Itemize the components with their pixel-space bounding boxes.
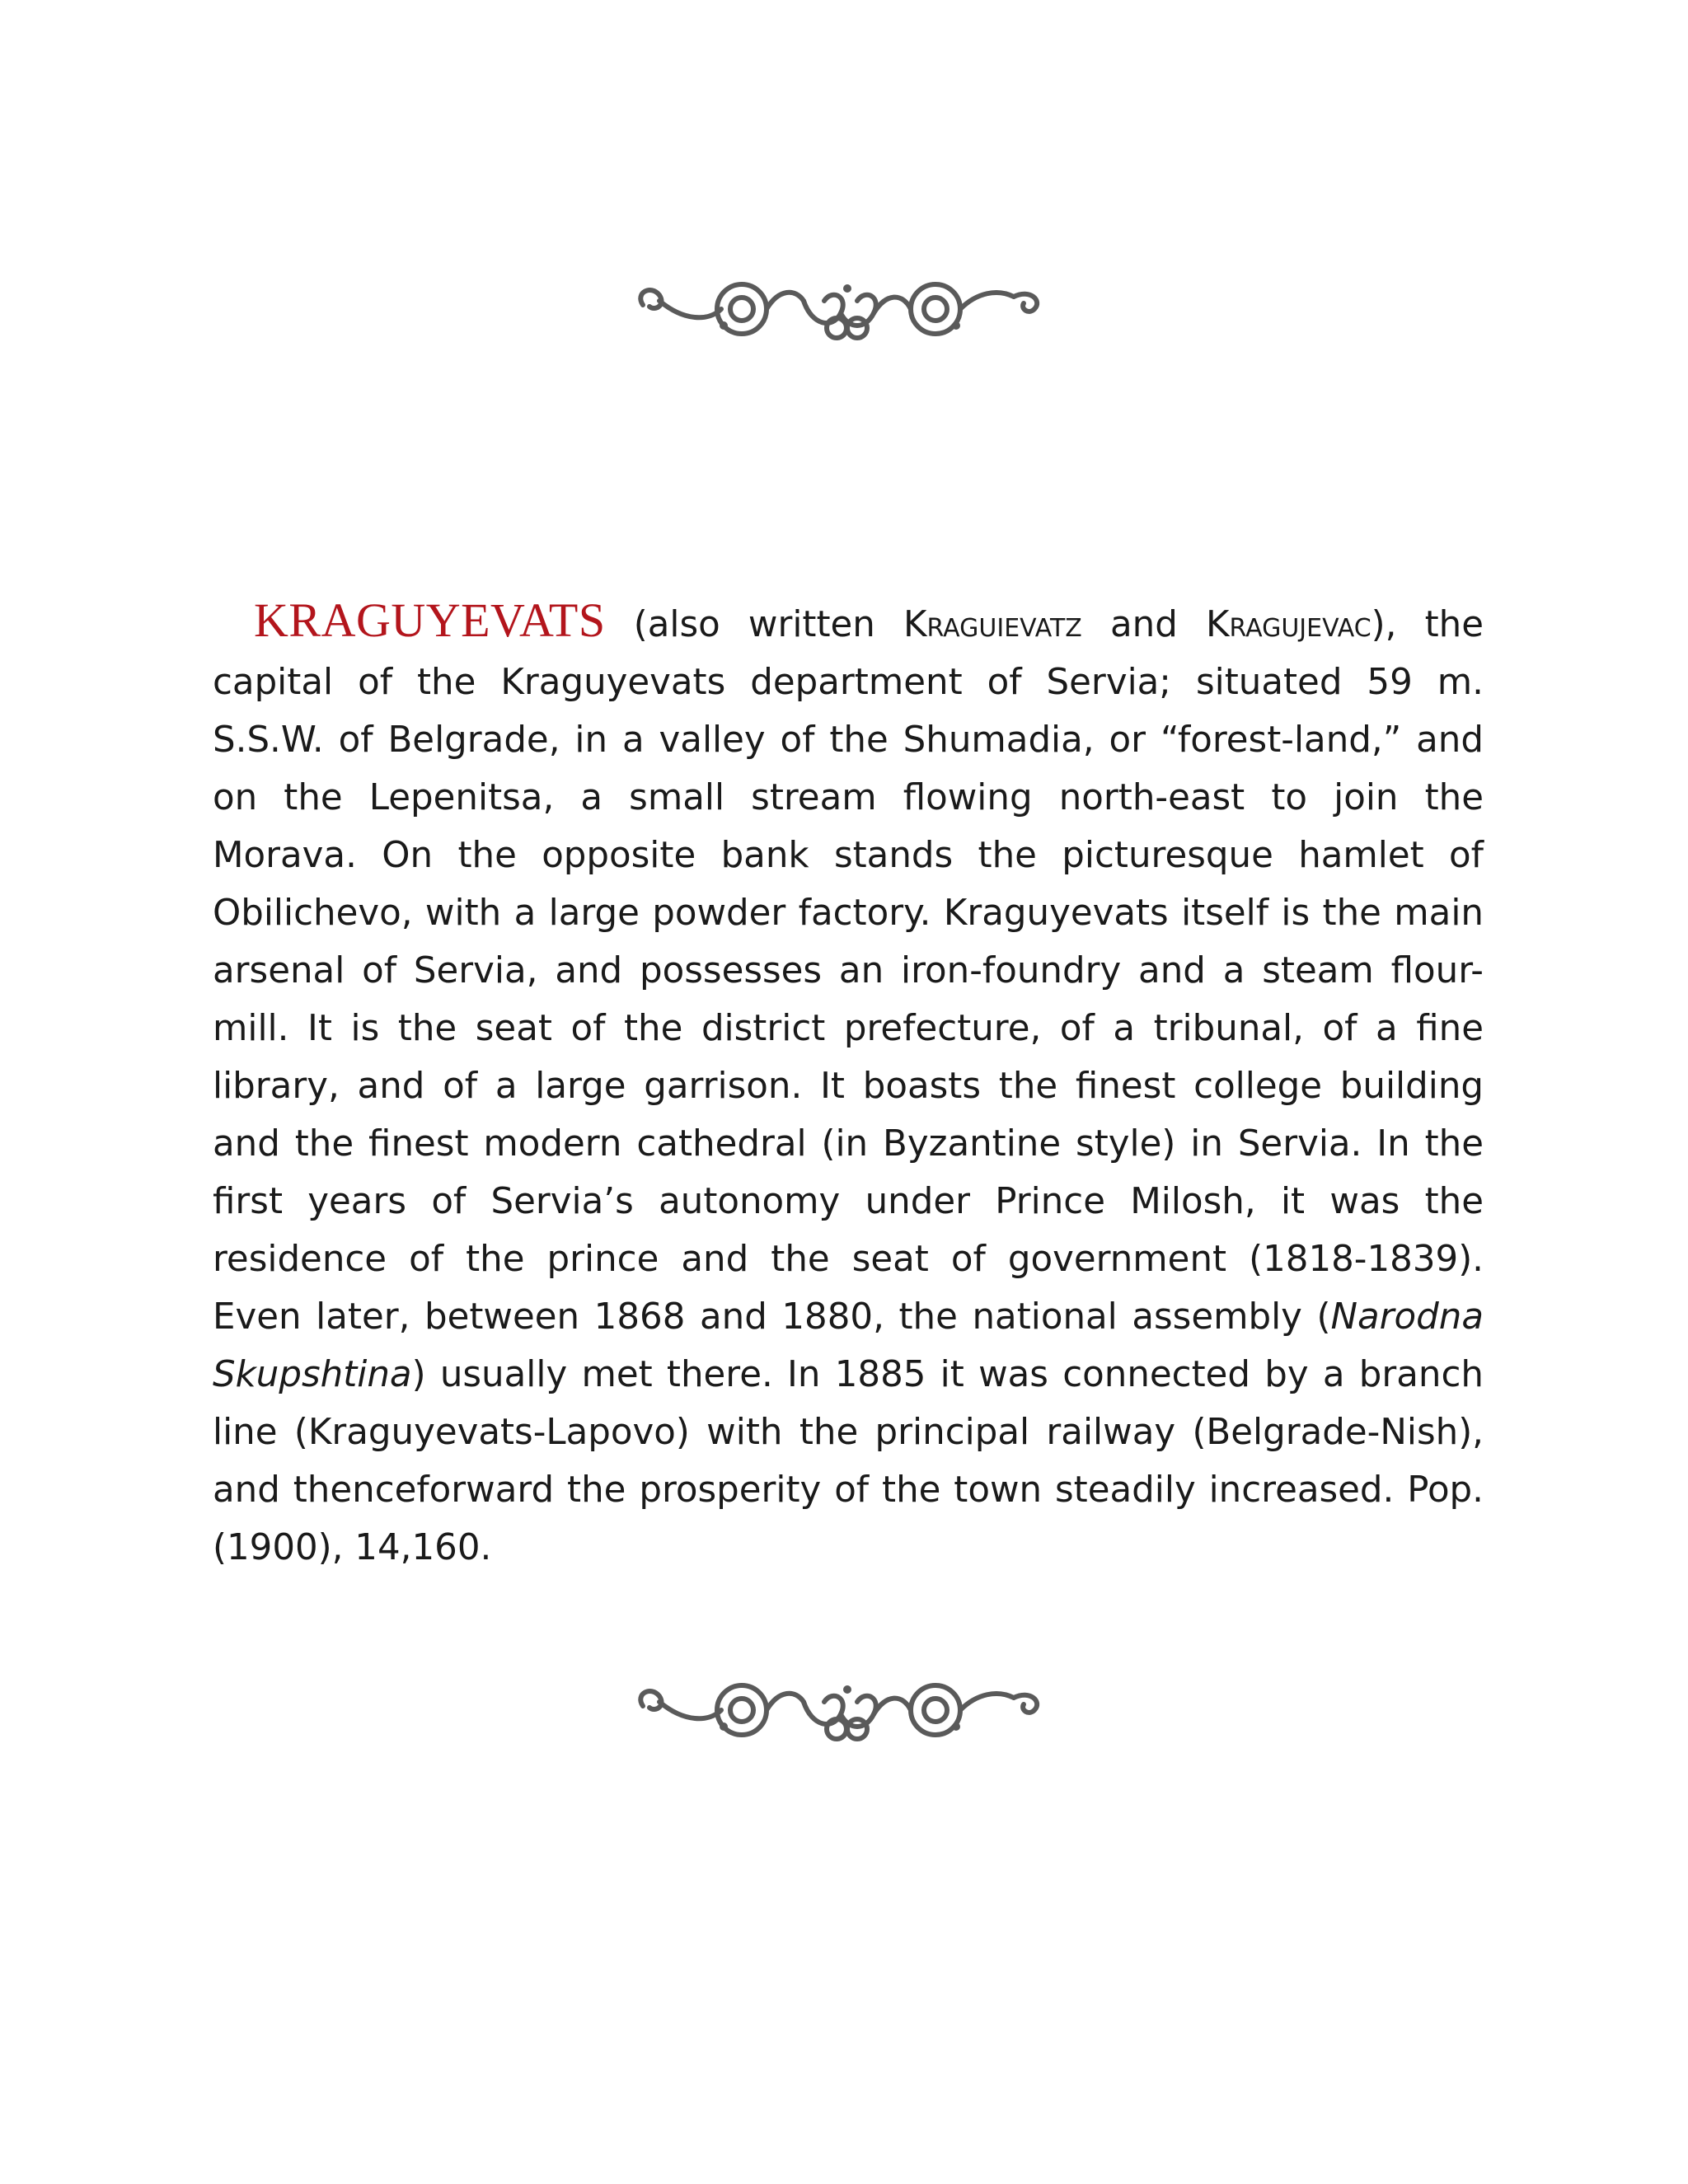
- encyclopedia-entry: [213, 592, 1484, 1577]
- italic-term: Narodna Skupshtina: [213, 1296, 1484, 1395]
- bottom-ornament: [626, 1665, 1055, 1755]
- intro-text: (also written: [605, 604, 903, 645]
- body-text-part-2: ) usually met there. In 1885 it was connected by a branch line (Kraguyevats-Lapovo) with the principal railway (Belgrade-Nish), and thenceforward the prosperity of the town steadily increased. Pop. (1900), 14,160.: [213, 1354, 1484, 1568]
- body-text-part-1: ), the capital of the Kraguyevats department of Servia; situated 59 m. S.S.W. of Belgrade, in a valley of the Shumadia, or “forest-land,” and on the Lepenitsa, a small stream flowing north-east to join the Morava. On the opposite bank stands the picturesque hamlet of Obilichevo, with a large powder factory. Kraguyevats itself is the main arsenal of Servia, and possesses an iron-foundry and a steam flour-mill. It is the seat of the district prefecture, of a tribunal, of a fine library, and of a large garrison. It boasts the finest college building and the finest modern cathedral (in Byzantine style) in Servia. In the first years of Servia’s autonomy under Prince Milosh, it was the residence of the prince and the seat of government (1818-1839). Even later, between 1868 and 1880, the national assembly (: [213, 604, 1484, 1338]
- variant-spelling-1: Kraguievatz: [903, 604, 1082, 645]
- scroll-flourish-icon: [626, 264, 1055, 354]
- variant-spelling-2: Kragujevac: [1205, 604, 1372, 645]
- scroll-flourish-icon: [626, 1665, 1055, 1755]
- intro-conjunction: and: [1081, 604, 1206, 645]
- top-ornament: [626, 264, 1055, 354]
- entry-headword: KRAGUYEVATS: [254, 593, 606, 647]
